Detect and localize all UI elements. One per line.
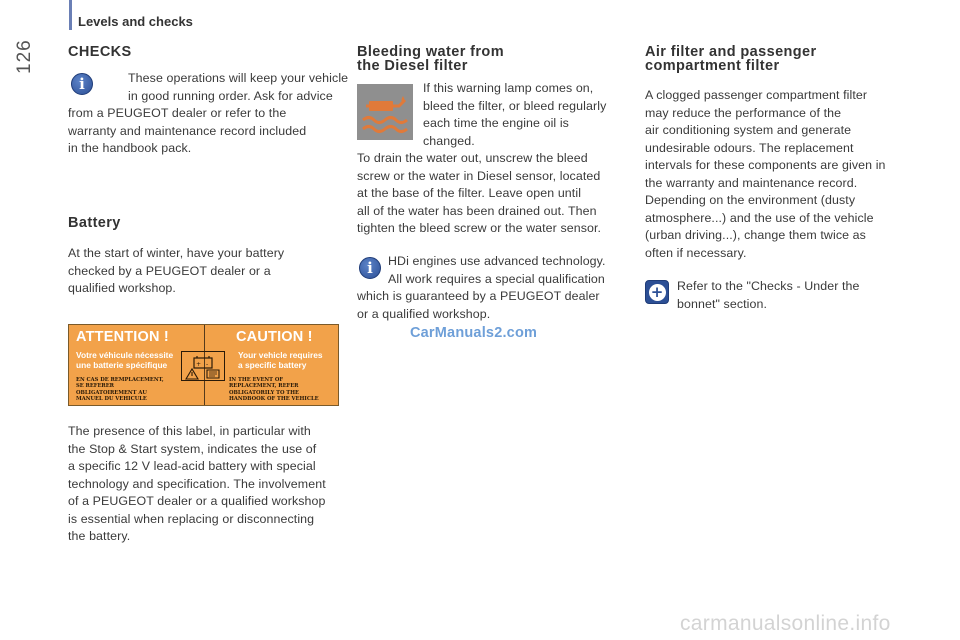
diesel-heading-line-1: Bleeding water from bbox=[357, 44, 504, 60]
label-fr-sub-line-2: une batterie spécifique bbox=[76, 360, 168, 370]
checks-body-line-1: from a PEUGEOT dealer or refer to the bbox=[68, 106, 287, 120]
air-filter-p1-line-2: may reduce the performance of the bbox=[645, 105, 842, 120]
diesel-lamp-line-4: changed. bbox=[423, 133, 475, 148]
label-fr-small-line-3: OBLIGATOIREMENT AU bbox=[76, 389, 147, 396]
checks-heading: CHECKS bbox=[68, 44, 132, 60]
info-icon: i bbox=[359, 257, 381, 279]
battery-warning-label bbox=[68, 324, 339, 406]
diesel-drain-line-4: all of the water has been drained out. Then bbox=[357, 203, 597, 218]
air-filter-p1-line-1: A clogged passenger compartment filter bbox=[645, 88, 868, 102]
battery-heading: Battery bbox=[68, 215, 121, 231]
label-en-small-line-4: HANDBOOK OF THE VEHICLE bbox=[229, 396, 319, 403]
svg-text:-: - bbox=[206, 361, 209, 368]
battery-after-line-6: is essential when replacing or disconnecting bbox=[68, 511, 315, 526]
air-filter-p2-line-1: Depending on the environment (dusty bbox=[645, 193, 856, 207]
checks-body-line-2: warranty and maintenance record included bbox=[68, 123, 307, 138]
label-fr-small-text bbox=[76, 377, 164, 403]
air-filter-p1-line-5: intervals for these components are given in bbox=[645, 158, 886, 172]
air-filter-refer-line-1: Refer to the "Checks - Under the bbox=[677, 279, 860, 293]
battery-after-line-7: the battery. bbox=[68, 529, 131, 543]
label-en-small-line-3: OBLIGATORILY TO THE bbox=[229, 389, 299, 396]
svg-text:+: + bbox=[196, 361, 202, 368]
page-number: 126 bbox=[14, 39, 35, 74]
air-filter-p1-line-4: undesirable odours. The replacement bbox=[645, 140, 854, 155]
air-filter-p2-line-2: atmosphere...) and the use of the vehicle bbox=[645, 210, 874, 225]
battery-line-2: checked by a PEUGEOT dealer or a bbox=[68, 263, 271, 278]
battery-after-line-4: technology and specification. The involvement bbox=[68, 476, 326, 491]
label-center-panel bbox=[181, 351, 225, 381]
air-filter-heading-line-1: Air filter and passenger bbox=[645, 44, 817, 60]
water-in-diesel-warning-lamp-icon bbox=[357, 84, 413, 140]
label-fr-small-line-1: EN CAS DE REMPLACEMENT, bbox=[76, 377, 164, 383]
info-icon: i bbox=[71, 73, 93, 95]
air-filter-heading-line-2: compartment filter bbox=[645, 58, 780, 74]
battery-line-1: At the start of winter, have your battery bbox=[68, 246, 285, 260]
label-en-title: CAUTION ! bbox=[236, 329, 313, 345]
air-filter-p2-line-3: (urban driving...), change them twice as bbox=[645, 228, 866, 242]
label-fr-small-line-2: SE REFERER bbox=[76, 383, 114, 390]
battery-line-3: qualified workshop. bbox=[68, 281, 176, 295]
diesel-lamp-line-2: bleed the filter, or bleed regularly bbox=[423, 98, 607, 113]
diesel-drain-line-2: screw or the water in Diesel sensor, located bbox=[357, 168, 601, 183]
air-filter-p2-line-4: often if necessary. bbox=[645, 245, 747, 260]
plus-info-icon: + bbox=[645, 280, 669, 304]
checks-info-line-2: in good running order. Ask for advice bbox=[128, 88, 333, 103]
checks-body-line-3: in the handbook pack. bbox=[68, 141, 192, 155]
diesel-hdi-line-2: All work requires a special qualification bbox=[388, 271, 605, 286]
label-en-small-line-2: REPLACEMENT, REFER bbox=[229, 383, 299, 390]
carmanualsonline-watermark: carmanualsonline.info bbox=[680, 612, 891, 635]
battery-warning-icon bbox=[182, 352, 224, 380]
diesel-hdi-line-4: or a qualified workshop. bbox=[357, 306, 491, 321]
diesel-drain-line-3: at the base of the filter. Leave open until bbox=[357, 186, 582, 200]
battery-after-line-3: a specific 12 V lead-acid battery with special bbox=[68, 459, 316, 473]
label-fr-small-line-4: MANUEL DU VEHICULE bbox=[76, 396, 147, 403]
air-filter-p1-line-3: air conditioning system and generate bbox=[645, 123, 852, 137]
air-filter-p1-line-6: the warranty and maintenance record. bbox=[645, 175, 858, 190]
label-en-sub-line-2: a specific battery bbox=[238, 360, 307, 370]
label-fr-title: ATTENTION ! bbox=[76, 329, 169, 345]
label-fr-subtitle bbox=[76, 350, 173, 370]
diesel-drain-line-1: To drain the water out, unscrew the bleed bbox=[357, 151, 588, 165]
diesel-heading-line-2: the Diesel filter bbox=[357, 58, 468, 74]
air-filter-refer-line-2: bonnet" section. bbox=[677, 296, 768, 311]
label-fr-sub-line-1: Votre véhicule nécessite bbox=[76, 350, 174, 360]
diesel-drain-line-5: tighten the bleed screw or the water sensor. bbox=[357, 221, 602, 235]
diesel-hdi-line-3: which is guaranteed by a PEUGEOT dealer bbox=[357, 289, 600, 303]
diesel-lamp-line-3: each time the engine oil is bbox=[423, 116, 569, 130]
section-accent-bar bbox=[69, 0, 72, 30]
checks-info-line-1: These operations will keep your vehicle bbox=[128, 71, 349, 85]
label-en-small-line-1: IN THE EVENT OF bbox=[229, 377, 284, 383]
section-title: Levels and checks bbox=[78, 14, 193, 29]
diesel-hdi-line-1: HDi engines use advanced technology. bbox=[388, 254, 606, 268]
carmanuals-watermark: CarManuals2.com bbox=[410, 325, 538, 341]
battery-after-line-5: of a PEUGEOT dealer or a qualified workshop bbox=[68, 494, 326, 508]
label-en-sub-line-1: Your vehicle requires bbox=[238, 350, 323, 360]
battery-after-line-1: The presence of this label, in particular with bbox=[68, 424, 311, 438]
label-en-small-text bbox=[229, 377, 319, 403]
diesel-lamp-line-1: If this warning lamp comes on, bbox=[423, 81, 594, 95]
label-en-subtitle bbox=[238, 350, 323, 370]
battery-after-line-2: the Stop & Start system, indicates the use of bbox=[68, 441, 317, 456]
